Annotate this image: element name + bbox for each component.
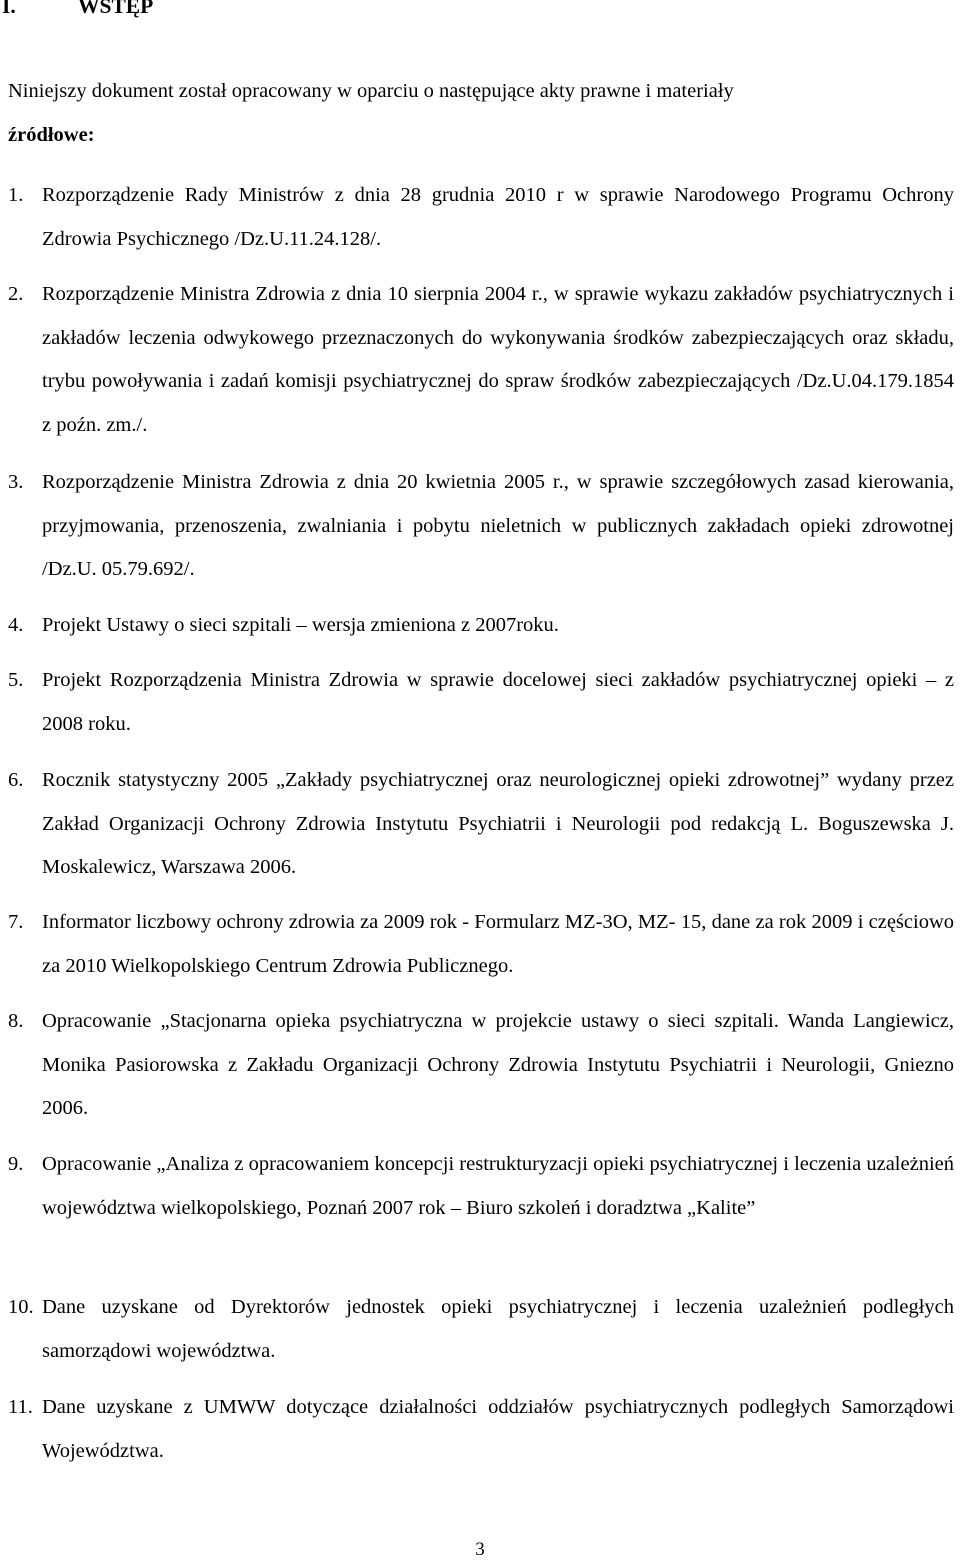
section-title: WSTĘP xyxy=(78,0,154,18)
list-item-text: Rozporządzenie Rady Ministrów z dnia 28 grudnia 2010 r w sprawie Narodowego Programu Ochrony Zdrowia Psychicznego /Dz.U.11.24.128/. xyxy=(42,184,954,250)
list-item-number: 5. xyxy=(8,669,24,691)
list-item xyxy=(8,174,954,261)
list-item xyxy=(8,604,954,648)
list-item-text: Projekt Ustawy o sieci szpitali – wersja zmieniona z 2007roku. xyxy=(42,614,559,636)
section-heading xyxy=(2,0,153,20)
list-item-number: 6. xyxy=(8,769,24,791)
list-item xyxy=(8,273,954,447)
list-item-text: Projekt Rozporządzenia Ministra Zdrowia w sprawie docelowej sieci zakładów psychiatrycznej opieki – z 2008 roku. xyxy=(42,669,954,735)
list-item-text: Rozporządzenie Ministra Zdrowia z dnia 10 sierpnia 2004 r., w sprawie wykazu zakładów psychiatrycznych i zakładów leczenia odwykowego przeznaczonych do wykonywania środków zabezpieczających oraz składu, trybu powoływania i zadań komisji psychiatrycznej do spraw środków zabezpieczających /Dz.U.04.179.1854 z poźn. zm./. xyxy=(42,283,954,436)
list-item-number: 7. xyxy=(8,911,24,933)
list-item xyxy=(8,1143,954,1230)
list-item-text: Rocznik statystyczny 2005 „Zakłady psychiatrycznej oraz neurologicznej opieki zdrowotnej” wydany przez Zakład Organizacji Ochrony Zdrowia Instytutu Psychiatrii i Neurologii pod redakcją L. Boguszewska J. Moskalewicz, Warszawa 2006. xyxy=(42,769,954,879)
list-item xyxy=(8,759,954,890)
page-number: 3 xyxy=(475,1539,485,1560)
intro-paragraph xyxy=(8,70,954,157)
intro-text: Niniejszy dokument został opracowany w oparciu o następujące akty prawne i materiały xyxy=(8,80,734,102)
list-item-number: 4. xyxy=(8,614,24,636)
list-item-number: 10. xyxy=(8,1296,34,1318)
list-item-text: Dane uzyskane z UMWW dotyczące działalności oddziałów psychiatrycznych podległych Samorządowi Województwa. xyxy=(42,1396,954,1462)
list-item-text: Dane uzyskane od Dyrektorów jednostek opieki psychiatrycznej i leczenia uzależnień podległych samorządowi województwa. xyxy=(42,1296,954,1362)
list-item xyxy=(8,461,954,592)
intro-last-word: źródłowe: xyxy=(8,123,95,146)
list-item-number: 8. xyxy=(8,1010,24,1032)
list-item-number: 2. xyxy=(8,283,24,305)
section-number: I. xyxy=(2,0,16,18)
list-item-number: 9. xyxy=(8,1153,24,1175)
list-item-text: Rozporządzenie Ministra Zdrowia z dnia 20 kwietnia 2005 r., w sprawie szczegółowych zasad kierowania, przyjmowania, przenoszenia, zwalniania i pobytu nieletnich w publicznych zakładach opieki zdrowotnej /Dz.U. 05.79.692/. xyxy=(42,471,954,581)
list-item-number: 1. xyxy=(8,184,24,206)
list-item-text: Opracowanie „Stacjonarna opieka psychiatryczna w projekcie ustawy o sieci szpitali. Wanda Langiewicz, Monika Pasiorowska z Zakładu Organizacji Ochrony Zdrowia Instytutu Psychiatrii i Neurologii, Gniezno 2006. xyxy=(42,1010,954,1120)
list-item xyxy=(8,659,954,746)
list-item-text: Opracowanie „Analiza z opracowaniem koncepcji restrukturyzacji opieki psychiatrycznej i leczenia uzależnień województwa wielkopolskiego, Poznań 2007 rok – Biuro szkoleń i doradztwa „Kalite” xyxy=(42,1153,954,1219)
list-item xyxy=(8,1000,954,1131)
list-item xyxy=(8,1386,954,1473)
list-item-text: Informator liczbowy ochrony zdrowia za 2009 rok - Formularz MZ-3O, MZ- 15, dane za rok 2009 i częściowo za 2010 Wielkopolskiego Centrum Zdrowia Publicznego. xyxy=(42,911,954,977)
list-item xyxy=(8,901,954,988)
list-item-number: 3. xyxy=(8,471,24,493)
list-item xyxy=(8,1286,954,1373)
list-item-number: 11. xyxy=(8,1396,33,1418)
